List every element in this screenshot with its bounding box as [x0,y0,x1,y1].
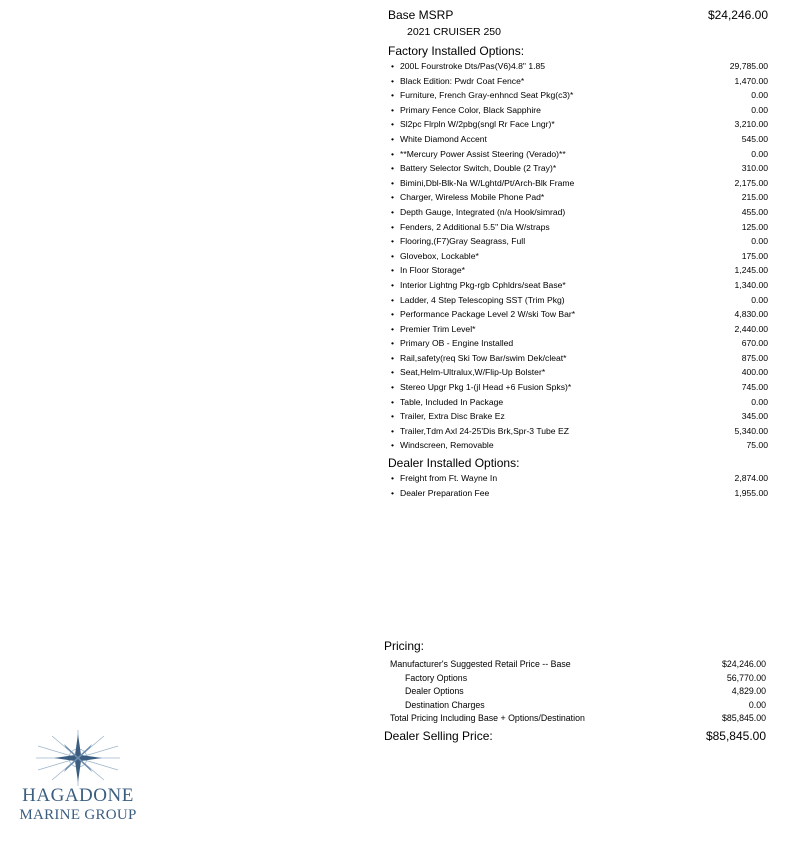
pricing-section [384,638,766,745]
factory-option-label: **Mercury Power Assist Steering (Verado)** [400,148,566,159]
factory-option-label: Depth Gauge, Integrated (n/a Hook/simrad) [400,206,566,217]
factory-option-price: 0.00 [751,104,768,115]
bullet-icon: • [391,473,395,484]
factory-option-label: Bimini,Dbl-Blk-Na W/Lghtd/Pt/Arch-Blk Frame [400,177,575,188]
bullet-icon: • [391,382,395,393]
bullet-icon: • [391,250,395,261]
hagadone-logo [8,728,140,828]
logo-line1: HAGADONE [22,785,134,806]
factory-option-label: Rail,safety(req Ski Tow Bar/swim Dek/cleat* [400,352,567,363]
bullet-icon: • [391,338,395,349]
factory-option-price: 1,245.00 [734,265,768,276]
factory-options-list [388,59,768,453]
bullet-icon: • [391,367,395,378]
factory-option-row [388,424,768,439]
dealer-option-row [388,471,768,486]
factory-option-row [388,365,768,380]
bullet-icon: • [391,206,395,217]
factory-options-total-value: 56,770.00 [726,672,766,683]
base-msrp-price: $24,246.00 [707,8,768,22]
destination-charges-row [384,699,766,713]
compass-rose-icon [8,728,148,788]
factory-option-label: Black Edition: Pwdr Coat Fence* [400,75,525,86]
factory-option-row [388,395,768,410]
total-pricing-label: Total Pricing Including Base + Options/Destination [390,713,585,724]
factory-option-label: Sl2pc Flrpln W/2pbg(sngl Rr Face Lngr)* [400,119,555,130]
factory-option-price: 215.00 [741,192,768,203]
bullet-icon: • [391,221,395,232]
factory-option-price: 1,470.00 [734,75,768,86]
destination-charges-value: 0.00 [748,699,766,710]
factory-option-label: Performance Package Level 2 W/ski Tow Bar* [400,309,576,320]
dealer-options-total-label: Dealer Options [405,686,464,697]
factory-option-price: 545.00 [741,133,768,144]
factory-option-row [388,190,768,205]
bullet-icon: • [391,236,395,247]
bullet-icon: • [391,352,395,363]
factory-option-row [388,103,768,118]
factory-options-heading: Factory Installed Options: [388,44,525,58]
factory-option-price: 4,830.00 [734,309,768,320]
factory-option-price: 3,210.00 [734,119,768,130]
factory-options-total-row [384,672,766,686]
factory-option-row [388,234,768,249]
factory-option-label: Interior Lightng Pkg-rgb Cphldrs/seat Base* [400,279,566,290]
dealer-options-total-row [384,685,766,699]
factory-option-price: 400.00 [741,367,768,378]
factory-option-label: Table, Included In Package [400,396,504,407]
bullet-icon: • [391,133,395,144]
bullet-icon: • [391,279,395,290]
bullet-icon: • [391,61,395,71]
logo-line2: MARINE GROUP [19,807,137,823]
factory-option-row [388,351,768,366]
bullet-icon: • [391,119,395,130]
factory-option-price: 310.00 [741,163,768,174]
factory-option-row [388,438,768,453]
factory-option-label: In Floor Storage* [400,265,465,276]
msrp-label: Manufacturer's Suggested Retail Price -- Base [390,659,571,669]
factory-option-row [388,205,768,220]
dealer-option-price: 1,955.00 [734,487,768,498]
factory-options-total-label: Factory Options [405,672,468,683]
factory-option-row [388,409,768,424]
factory-option-row [388,88,768,103]
dealer-options-list [388,471,768,500]
bullet-icon: • [391,104,395,115]
factory-option-price: 745.00 [741,382,768,393]
factory-option-label: Premier Trim Level* [400,323,476,334]
factory-option-row [388,161,768,176]
factory-option-label: Battery Selector Switch, Double (2 Tray)* [400,163,557,174]
options-section [388,7,768,500]
factory-option-price: 345.00 [741,411,768,422]
dealer-options-total-value: 4,829.00 [731,686,766,697]
base-msrp-row [388,7,768,23]
factory-option-price: 0.00 [751,148,768,159]
factory-option-label: Furniture, French Gray-enhncd Seat Pkg(c3)* [400,90,574,101]
bullet-icon: • [391,192,395,203]
bullet-icon: • [391,265,395,276]
pricing-heading: Pricing: [384,639,425,653]
dealer-option-label: Freight from Ft. Wayne In [400,473,498,484]
dealer-option-price: 2,874.00 [734,473,768,484]
factory-option-row [388,176,768,191]
factory-option-row [388,336,768,351]
factory-option-label: 200L Fourstroke Dts/Pas(V6)4.8" 1.85 [400,61,546,71]
factory-option-row [388,117,768,132]
bullet-icon: • [391,163,395,174]
dealer-options-heading: Dealer Installed Options: [388,456,520,471]
factory-option-label: Primary OB - Engine Installed [400,338,514,349]
factory-option-row [388,132,768,147]
bullet-icon: • [391,396,395,407]
factory-option-price: 0.00 [751,90,768,101]
bullet-icon: • [391,487,395,498]
factory-option-label: Stereo Upgr Pkg 1-(jl Head +6 Fusion Spks)* [400,382,572,393]
total-pricing-row [384,712,766,726]
factory-option-label: Flooring,(F7)Gray Seagrass, Full [400,236,526,247]
destination-charges-label: Destination Charges [405,699,485,710]
bullet-icon: • [391,90,395,101]
factory-option-price: 29,785.00 [729,61,768,71]
bullet-icon: • [391,440,395,451]
bullet-icon: • [391,425,395,436]
total-pricing-value: $85,845.00 [721,713,766,724]
model-name: 2021 CRUISER 250 [407,26,501,38]
dealer-selling-price-row [384,727,766,745]
factory-option-row [388,220,768,235]
factory-option-price: 1,340.00 [734,279,768,290]
factory-option-price: 75.00 [746,440,768,451]
factory-option-label: Ladder, 4 Step Telescoping SST (Trim Pkg) [400,294,565,305]
factory-option-row [388,263,768,278]
factory-option-label: Glovebox, Lockable* [400,250,479,261]
factory-option-label: Charger, Wireless Mobile Phone Pad* [400,192,545,203]
factory-option-price: 2,175.00 [734,177,768,188]
bullet-icon: • [391,177,395,188]
factory-option-row [388,278,768,293]
factory-option-label: Trailer,Tdm Axl 24-25'Dis Brk,Spr-3 Tube EZ [400,425,569,436]
dealer-selling-price-value: $85,845.00 [705,728,766,743]
factory-option-row [388,322,768,337]
bullet-icon: • [391,323,395,334]
bullet-icon: • [391,75,395,86]
bullet-icon: • [391,309,395,320]
factory-option-label: Primary Fence Color, Black Sapphire [400,104,541,115]
factory-option-price: 875.00 [741,352,768,363]
bullet-icon: • [391,411,395,422]
factory-option-row [388,380,768,395]
factory-option-row [388,249,768,264]
factory-option-label: Windscreen, Removable [400,440,494,451]
factory-option-price: 670.00 [741,338,768,349]
factory-option-price: 455.00 [741,206,768,217]
bullet-icon: • [391,148,395,159]
factory-option-row [388,59,768,74]
dealer-option-row [388,486,768,501]
factory-option-price: 175.00 [741,250,768,261]
factory-option-label: Fenders, 2 Additional 5.5" Dia W/straps [400,221,550,232]
factory-option-label: Seat,Helm-Ultralux,W/Flip-Up Bolster* [400,367,546,378]
factory-option-label: White Diamond Accent [400,133,487,144]
dealer-option-label: Dealer Preparation Fee [400,487,490,498]
dealer-selling-price-label: Dealer Selling Price: [384,728,493,743]
bullet-icon: • [391,294,395,305]
factory-option-row [388,307,768,322]
factory-option-price: 2,440.00 [734,323,768,334]
base-msrp-label: Base MSRP [388,8,454,22]
msrp-row [384,658,766,672]
factory-option-row [388,293,768,308]
factory-option-row [388,147,768,162]
factory-option-price: 125.00 [741,221,768,232]
factory-option-price: 5,340.00 [734,425,768,436]
factory-option-label: Trailer, Extra Disc Brake Ez [400,411,505,422]
factory-option-price: 0.00 [751,396,768,407]
factory-option-row [388,74,768,89]
msrp-value: $24,246.00 [721,659,766,669]
factory-option-price: 0.00 [751,236,768,247]
factory-option-price: 0.00 [751,294,768,305]
